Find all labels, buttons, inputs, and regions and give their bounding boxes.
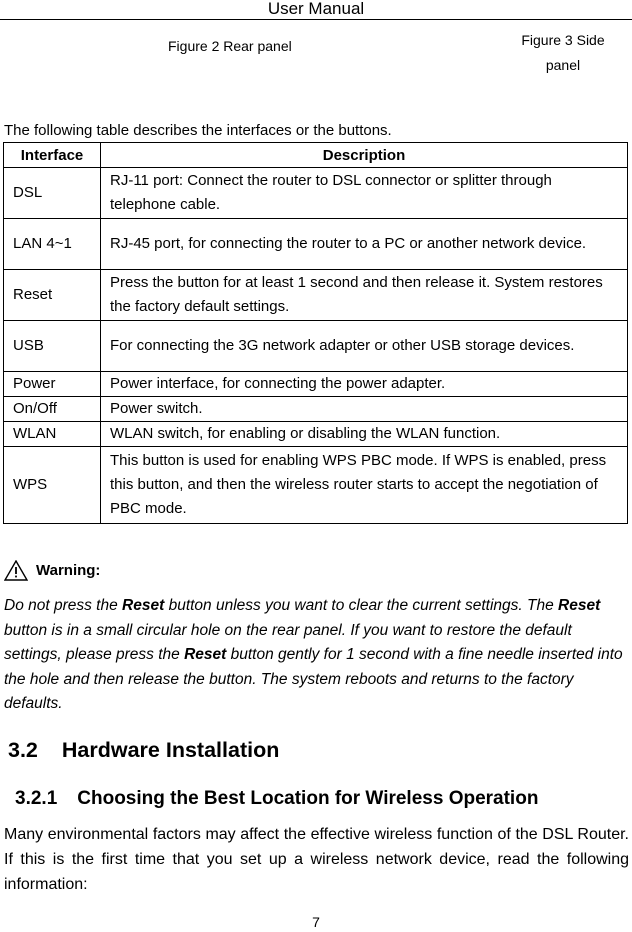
table-row: [4, 219, 628, 270]
table-row: [4, 372, 628, 397]
column-header-interface: Interface: [4, 143, 101, 168]
body-paragraph: Many environmental factors may affect the effective wireless function of the DSL Router. If this is the first time that you set up a wireless network device, read the following information:: [4, 826, 629, 893]
section-heading: [8, 738, 279, 763]
reset-keyword: Reset: [558, 597, 601, 614]
table-row: [4, 447, 628, 524]
interface-cell: Reset: [4, 270, 101, 321]
figure-3-caption-line2: panel: [545, 57, 581, 73]
warning-text-segment: Do not press the: [4, 597, 123, 614]
description-cell: Power interface, for connecting the power adapter.: [101, 372, 628, 397]
interface-cell: WLAN: [4, 422, 101, 447]
description-cell: WLAN switch, for enabling or disabling the WLAN function.: [101, 422, 628, 447]
description-cell: Press the button for at least 1 second and then release it. System restores the factory default settings.: [101, 270, 628, 321]
page-header-title: User Manual: [267, 0, 365, 18]
reset-keyword: Reset: [184, 646, 227, 663]
description-cell: For connecting the 3G network adapter or other USB storage devices.: [101, 321, 628, 372]
warning-heading: [4, 560, 100, 581]
description-cell: This button is used for enabling WPS PBC mode. If WPS is enabled, press this button, and then the wireless router starts to accept the negotiation of PBC mode.: [101, 447, 628, 524]
subsection-heading: [15, 788, 538, 810]
table-header-row: [4, 143, 628, 168]
header-divider: [0, 19, 632, 20]
interface-cell: WPS: [4, 447, 101, 524]
subsection-title: Choosing the Best Location for Wireless Operation: [77, 788, 539, 809]
table-row: [4, 422, 628, 447]
figure-2-caption: Figure 2 Rear panel: [168, 38, 292, 54]
interface-cell: On/Off: [4, 397, 101, 422]
page-number: 7: [312, 914, 320, 930]
warning-text-segment: button is in a small circular hole on the rear panel. If you want to restore the default settings, please press the: [4, 621, 572, 663]
table-intro-text: The following table describes the interfaces or the buttons.: [4, 122, 392, 139]
interface-cell: DSL: [4, 168, 101, 219]
table-row: [4, 321, 628, 372]
section-title: Hardware Installation: [61, 738, 280, 762]
column-header-description: Description: [101, 143, 628, 168]
warning-text: [4, 594, 628, 717]
warning-title: Warning:: [36, 562, 101, 579]
warning-triangle-icon: [4, 560, 28, 581]
table-row: [4, 168, 628, 219]
warning-text-segment: button gently for 1 second with a fine needle inserted into the hole and then release the button. The system reboots and returns to the factory defaults.: [4, 646, 623, 712]
table-row: [4, 397, 628, 422]
description-cell: RJ-45 port, for connecting the router to a PC or another network device.: [101, 219, 628, 270]
interface-cell: LAN 4~1: [4, 219, 101, 270]
section-number: 3.2: [8, 738, 38, 762]
subsection-number: 3.2.1: [15, 788, 58, 809]
figure-3-caption: [488, 28, 632, 78]
figure-3-caption-line1: Figure 3 Side: [521, 32, 605, 48]
description-cell: Power switch.: [101, 397, 628, 422]
reset-keyword: Reset: [122, 597, 165, 614]
interface-cell: USB: [4, 321, 101, 372]
description-cell: RJ-11 port: Connect the router to DSL connector or splitter through telephone cable.: [101, 168, 628, 219]
interfaces-table: [3, 142, 628, 524]
warning-text-segment: button unless you want to clear the current settings. The: [164, 597, 559, 614]
table-row: [4, 270, 628, 321]
interface-cell: Power: [4, 372, 101, 397]
